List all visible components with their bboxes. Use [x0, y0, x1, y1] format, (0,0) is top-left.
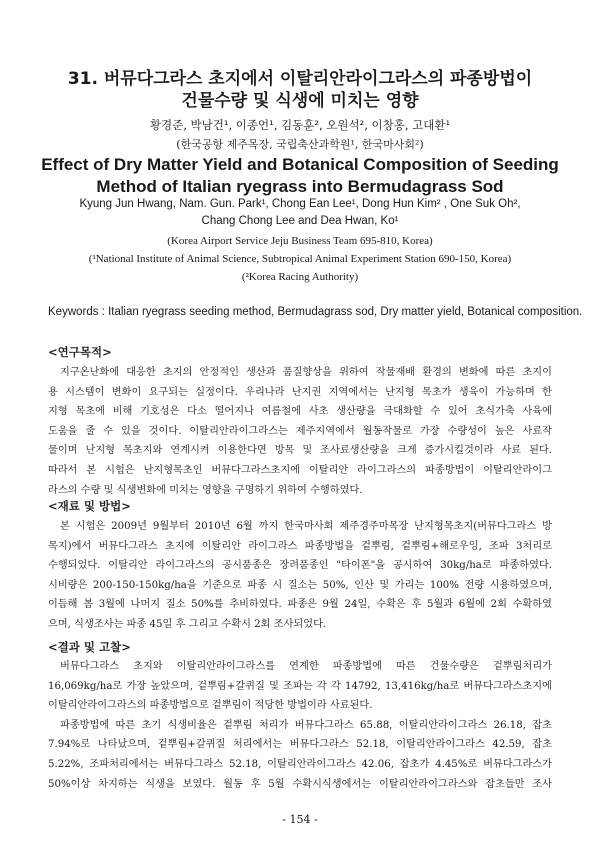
text-line: 파종방법에 따른 초기 식생비율은 겉뿌림 처리가 버뮤다그라스 65.88, 이탈리안라이그라스 26.18, 잡초: [60, 719, 552, 731]
section-body-results: [48, 657, 552, 794]
text-line: 시비량은 200-150-150kg/ha을 기준으로 파종 시 질소는 50%, 인산 및 가리는 100% 전량 시용하였으며,: [48, 579, 552, 591]
text-line: 버뮤다그라스 초지와 이탈리안라이그라스를 연계한 파종방법에 따른 건물수량은 겉뿌림처리가: [60, 661, 552, 672]
text-line: 목지)에서 버뮤다그라스 초지에 이탈리안 라이그라스 파종방법을 겉뿌림, 겉뿌림+해로우잉, 조파 3처리로: [48, 540, 552, 552]
text-line: 용 시스템이 변화이 요구되는 실정이다. 우리나라 난지권 지역에서는 난지형 목초가 생육이 가능하며 한: [48, 386, 552, 398]
text-line: 수행되었다. 이탈리안 라이그라스의 공시품종은 장려품종인 "타이폰"을 공시하여 30kg/ha로 파종하였다.: [48, 560, 552, 572]
english-title: [30, 154, 570, 198]
english-title-line-1: Effect of Dry Matter Yield and Botanical Composition of Seeding: [41, 155, 559, 174]
section-body-purpose: [48, 363, 552, 500]
text-line: 본 시험은 2009년 9월부터 2010년 6월 까지 한국마사회 제주경주마목장 난지형목초지(버뮤다그라스 방: [60, 521, 552, 532]
english-affiliation-3: (²Korea Racing Authority): [241, 271, 359, 283]
keywords: Keywords : Italian ryegrass seeding method, Bermudagrass sod, Dry matter yield, Botanical composition.: [48, 306, 583, 318]
korean-title-line-1: 31. 버뮤다그라스 초지에서 이탈리안라이그라스의 파종방법이: [67, 69, 533, 89]
text-line: 라스의 수량 및 식생변화에 미치는 영향을 구명하기 위하여 수행하였다.: [48, 484, 363, 496]
text-line: 이듬해 봄 3월에 나머지 질소 50%를 추비하였다. 파종은 9월 24일, 수확은 후 5월과 6월에 2회 수확하였: [48, 599, 552, 611]
text-line: 7.94%로 나타났으며, 겉뿌림+갈퀴질 처리에서는 버뮤다그라스 52.18, 이탈리안라이그라스 42.59, 잡초: [48, 739, 552, 751]
section-heading-purpose: <연구목적>: [48, 345, 112, 359]
section-body-methods: [48, 517, 552, 635]
english-authors: [30, 196, 570, 230]
text-line: 따라서 본 시험은 난지형목초인 버뮤다그라스초지에 이탈리안 라이그라스의 파종방법이 이탈리안라이그: [48, 464, 552, 476]
english-affiliation-1: (Korea Airport Service Jeju Business Team 695-810, Korea): [167, 235, 433, 247]
section-heading-methods: <재료 및 방법>: [48, 499, 131, 513]
text-line: 5.22%, 조파처리에서는 버뮤다그라스 52.18, 이탈리안라이그라스 42.06, 잡초가 4.45%로 버뮤다그라스가: [48, 758, 552, 770]
text-line: 50%이상 차지하는 식생을 보였다. 월동 후 5월 수확시식생에서는 이탈리안라이그라스와 잡초들만 조사: [48, 778, 552, 790]
section-heading-results: <결과 및 고찰>: [48, 640, 131, 654]
page-number: - 154 -: [282, 813, 318, 826]
text-line: 이탈리안라이그라스의 파종방법으로 겉뿌림이 적당한 방법이라 사료된다.: [48, 700, 373, 712]
english-affiliation-2: (¹National Institute of Animal Science, Subtropical Animal Experiment Station 690-150, Korea): [88, 253, 512, 265]
korean-authors: 황경준, 박남건¹, 이종언¹, 김동훈², 오원석², 이창홍, 고대환¹: [149, 118, 451, 132]
english-authors-line-2: Chang Chong Lee and Dea Hwan, Ko¹: [201, 215, 399, 227]
english-authors-line-1: Kyung Jun Hwang, Nam. Gun. Park¹, Chong Ean Lee¹, Dong Hun Kim² , One Suk Oh²,: [79, 198, 521, 210]
text-line: 지구온난화에 대응한 초지의 안정적인 생산과 품질향상을 위하여 작물재배 환경의 변화에 따른 초지이: [60, 367, 552, 378]
korean-title-line-2: 건물수량 및 식생에 미치는 영향: [181, 91, 419, 111]
text-line: 도움을 줄 수 있을 것이다. 이탈리안라이그라스는 제주지역에서 월동작물로 가장 수량성이 높은 사료작: [48, 425, 552, 437]
text-line: 물이며 난지형 목초지와 연계시켜 이용한다면 방목 및 조사료생산량을 크게 증가시킬것이라 사료 된다.: [48, 445, 552, 457]
korean-affiliations: (한국공항 제주목장, 국립축산과학원¹, 한국마사회²): [176, 138, 424, 151]
text-line: 으며, 식생조사는 파종 45일 후 그리고 수확시 2회 조사되었다.: [48, 618, 327, 630]
text-line: 16,069kg/ha로 가장 높았으며, 겉뿌림+갈퀴질 및 조파는 각 각 14792, 13,416kg/ha로 버뮤다그라스초지에: [48, 680, 552, 692]
english-title-line-2: Method of Italian ryegrass into Bermudagrass Sod: [96, 177, 504, 196]
text-line: 지형 목초에 비해 기호성은 다소 떨어지나 여름철에 사초 생산량을 극대화할 수 있어 초식가축 사육에: [48, 406, 552, 418]
korean-title: [40, 68, 560, 112]
